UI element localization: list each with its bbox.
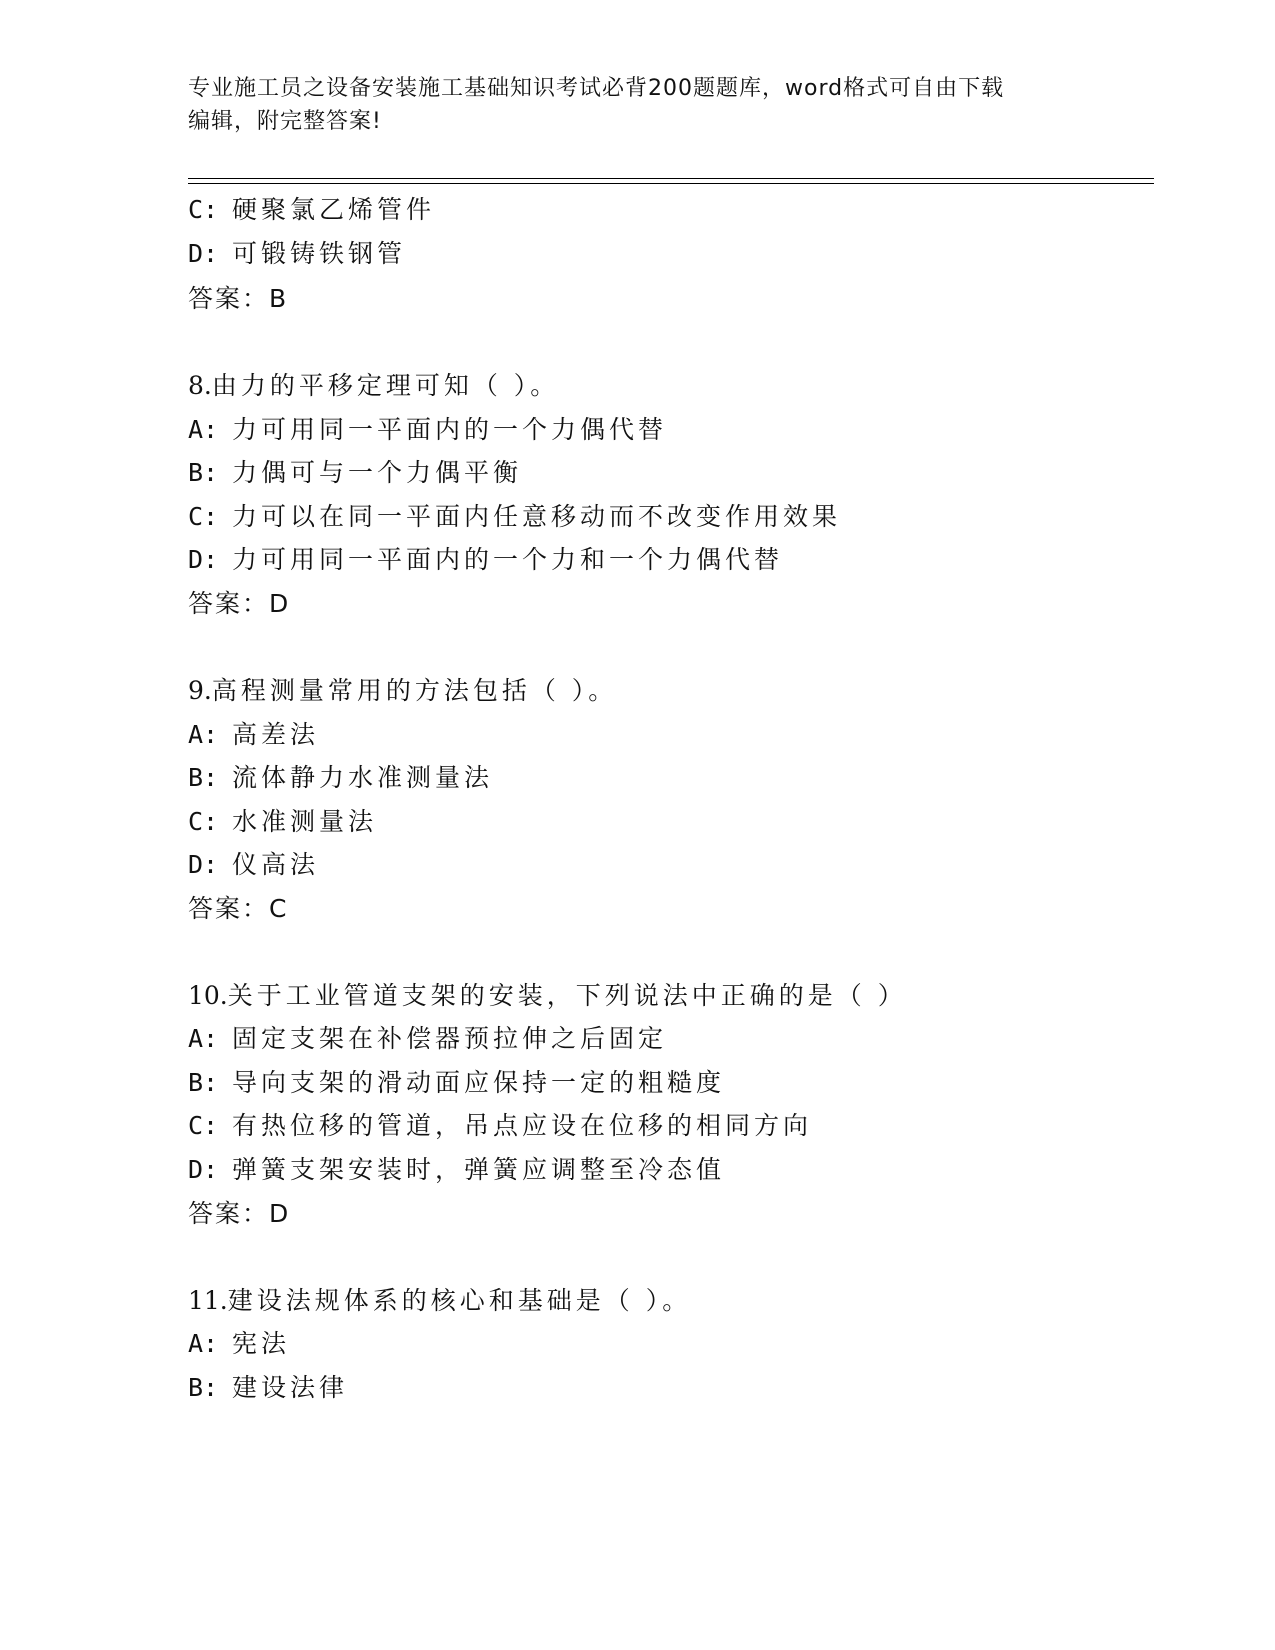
option-line [188, 238, 406, 270]
question-number: 11. [188, 1286, 228, 1315]
option-text: 固定支架在补偿器预拉伸之后固定 [232, 1024, 668, 1053]
header-divider-bottom [188, 183, 1154, 184]
option-line [188, 762, 493, 794]
question-line [188, 980, 907, 1012]
question-text: 高程测量常用的方法包括（ ）。 [211, 676, 618, 705]
option-label: B: [188, 1068, 219, 1097]
option-label: A: [188, 1024, 219, 1053]
option-label: B: [188, 763, 219, 792]
option-label: D: [188, 1155, 219, 1184]
option-line [188, 1372, 348, 1404]
option-text: 力可用同一平面内的一个力和一个力偶代替 [232, 545, 784, 574]
option-line [188, 806, 377, 838]
option-text: 力偶可与一个力偶平衡 [232, 458, 523, 487]
option-line [188, 1154, 725, 1186]
option-label: B: [188, 1373, 219, 1402]
option-text: 弹簧支架安装时，弹簧应调整至冷态值 [232, 1155, 726, 1184]
option-label: A: [188, 1329, 219, 1358]
option-label: B: [188, 458, 219, 487]
document-header [188, 72, 1068, 138]
question-text: 由力的平移定理可知（ ）。 [211, 371, 560, 400]
option-text: 水准测量法 [232, 807, 378, 836]
question-number: 8. [188, 371, 212, 400]
option-text: 导向支架的滑动面应保持一定的粗糙度 [232, 1068, 726, 1097]
answer-line: 答案：B [188, 284, 289, 313]
option-text: 建设法律 [232, 1373, 349, 1402]
option-text: 仪高法 [232, 850, 320, 879]
option-text: 流体静力水准测量法 [232, 763, 494, 792]
question-text: 建设法规体系的核心和基础是（ ）。 [227, 1286, 692, 1315]
answer-line: 答案：C [188, 894, 289, 923]
option-line [188, 1328, 290, 1360]
question-line [188, 370, 559, 402]
option-text: 力可以在同一平面内任意移动而不改变作用效果 [232, 502, 842, 531]
question-number: 10. [188, 981, 228, 1010]
option-label: C: [188, 195, 219, 224]
option-label: A: [188, 720, 219, 749]
option-text: 宪法 [232, 1329, 291, 1358]
answer-line: 答案：D [188, 1199, 291, 1228]
question-number: 9. [188, 676, 212, 705]
option-line [188, 457, 522, 489]
header-title-line-1: 专业施工员之设备安装施工基础知识考试必背200题题库，word格式可自由下载 [188, 76, 1005, 101]
question-line [188, 1285, 691, 1317]
option-label: D: [188, 239, 219, 268]
option-label: C: [188, 1111, 219, 1140]
answer-line: 答案：D [188, 589, 291, 618]
option-line [188, 544, 783, 576]
header-divider-top [188, 178, 1154, 179]
option-line [188, 1067, 725, 1099]
option-line [188, 1110, 812, 1142]
question-line [188, 675, 617, 707]
option-label: C: [188, 502, 219, 531]
option-line [188, 719, 319, 751]
option-label: D: [188, 545, 219, 574]
option-line [188, 1023, 667, 1055]
option-label: A: [188, 415, 219, 444]
option-line [188, 194, 435, 226]
option-line [188, 849, 319, 881]
header-title-line-2: 编辑，附完整答案! [188, 109, 382, 134]
question-text: 关于工业管道支架的安装，下列说法中正确的是（ ） [227, 981, 907, 1010]
option-text: 有热位移的管道，吊点应设在位移的相同方向 [232, 1111, 813, 1140]
option-label: D: [188, 850, 219, 879]
option-line [188, 501, 841, 533]
option-text: 硬聚氯乙烯管件 [232, 195, 436, 224]
option-text: 力可用同一平面内的一个力偶代替 [232, 415, 668, 444]
option-text: 可锻铸铁钢管 [232, 239, 407, 268]
option-line [188, 414, 667, 446]
option-text: 高差法 [232, 720, 320, 749]
option-label: C: [188, 807, 219, 836]
